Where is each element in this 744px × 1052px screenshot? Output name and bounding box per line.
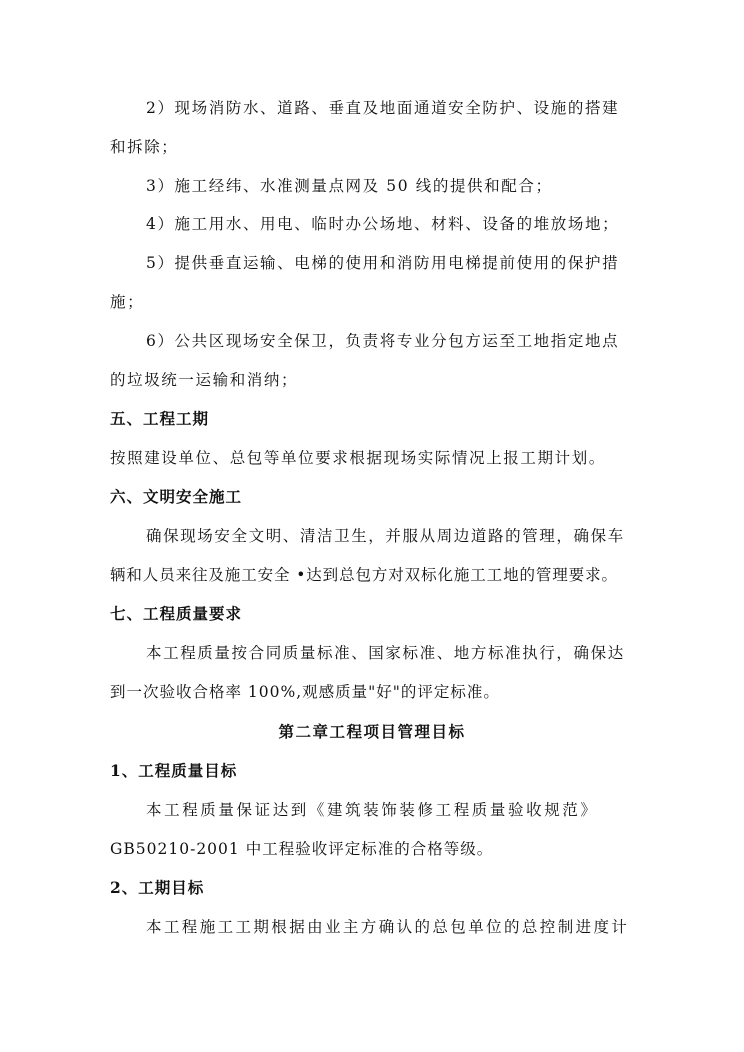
item-5-line-1: 5）提供垂直运输、电梯的使用和消防用电梯提前使用的保护措	[146, 254, 620, 272]
quality-goal-line-2: GB50210-2001 中工程验收评定标准的合格等级。	[110, 840, 494, 858]
item-6-line-1: 6）公共区现场安全保卫，负责将专业分包方运至工地指定地点	[146, 332, 620, 350]
schedule-paragraph: 按照建设单位、总包等单位要求根据现场实际情况上报工期计划。	[110, 449, 606, 467]
schedule-goal-line-1: 本工程施工工期根据由业主方确认的总包单位的总控制进度计	[146, 918, 630, 936]
item-3: 3）施工经纬、水准测量点网及 50 线的提供和配合；	[146, 177, 553, 195]
quality-paragraph-line-2: 到一次验收合格率 100%,观感质量"好"的评定标准。	[110, 683, 500, 701]
item-6-line-2: 的垃圾统一运输和消纳；	[110, 371, 299, 389]
item-2-line-2: 和拆除；	[110, 138, 179, 156]
section-heading-schedule: 五、工程工期	[110, 409, 210, 428]
goal-heading-schedule: 2、工期目标	[110, 878, 205, 897]
chapter-title: 第二章工程项目管理目标	[278, 722, 466, 741]
quality-paragraph-line-1: 本工程质量按合同质量标准、国家标准、地方标准执行，确保达	[146, 644, 625, 662]
safety-paragraph-line-1: 确保现场安全文明、清洁卫生，并服从周边道路的管理，确保车	[146, 527, 625, 545]
safety-paragraph-line-2: 辆和人员来往及施工安全 •达到总包方对双标化施工工地的管理要求。	[110, 566, 618, 584]
section-heading-safety: 六、文明安全施工	[110, 487, 243, 506]
section-heading-quality: 七、工程质量要求	[110, 604, 243, 623]
item-5-line-2: 施；	[110, 293, 145, 311]
item-4: 4）施工用水、用电、临时办公场地、材料、设备的堆放场地；	[146, 215, 620, 233]
goal-heading-quality: 1、工程质量目标	[110, 761, 238, 780]
quality-goal-line-1: 本工程质量保证达到《建筑装饰装修工程质量验收规范》	[146, 801, 599, 819]
item-2-line-1: 2）现场消防水、道路、垂直及地面通道安全防护、设施的搭建	[146, 99, 620, 117]
